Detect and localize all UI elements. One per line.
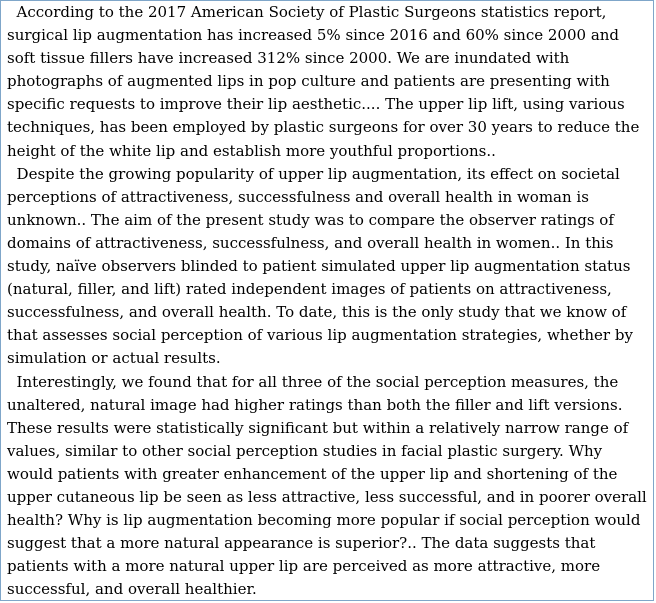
text-line: simulation or actual results. bbox=[7, 349, 221, 368]
text-line: Despite the growing popularity of upper lip augmentation, its effect on societal bbox=[7, 164, 620, 183]
text-line: values, similar to other social perception studies in facial plastic surgery. Why bbox=[7, 441, 603, 460]
text-line: These results were statistically significant but within a relatively narrow range of bbox=[7, 418, 629, 437]
text-line: (natural, filler, and lift) rated independent images of patients on attractiveness, bbox=[7, 280, 612, 299]
text-line: specific requests to improve their lip aesthetic.... The upper lip lift, using various bbox=[7, 95, 625, 114]
text-line: According to the 2017 American Society of Plastic Surgeons statistics report, bbox=[7, 3, 607, 21]
text-line: upper cutaneous lip be seen as less attractive, less successful, and in poorer overall bbox=[7, 487, 647, 506]
text-line: health? Why is lip augmentation becoming more popular if social perception would bbox=[7, 511, 641, 530]
text-line: successful, and overall healthier. bbox=[7, 580, 257, 599]
text-line: Interestingly, we found that for all three of the social perception measures, the bbox=[7, 372, 619, 391]
text-line: unaltered, natural image had higher ratings than both the filler and lift versions. bbox=[7, 395, 623, 414]
text-line: techniques, has been employed by plastic surgeons for over 30 years to reduce the bbox=[7, 118, 640, 137]
text-line: patients with a more natural upper lip are perceived as more attractive, more bbox=[7, 557, 601, 576]
text-line: domains of attractiveness, successfulness, and overall health in women.. In this bbox=[7, 233, 614, 252]
document-text bbox=[1, 1, 653, 601]
text-line: surgical lip augmentation has increased 5% since 2016 and 60% since 2000 and bbox=[7, 26, 620, 45]
text-line: soft tissue fillers have increased 312% since 2000. We are inundated with bbox=[7, 49, 570, 68]
text-line: successfulness, and overall health. To date, this is the only study that we know of bbox=[7, 303, 627, 322]
text-line: perceptions of attractiveness, successfulness and overall health in woman is bbox=[7, 187, 589, 206]
text-line: photographs of augmented lips in pop culture and patients are presenting with bbox=[7, 72, 610, 91]
text-line: study, naïve observers blinded to patient simulated upper lip augmentation status bbox=[7, 257, 631, 276]
text-line: height of the white lip and establish more youthful proportions.. bbox=[7, 141, 496, 160]
text-line: suggest that a more natural appearance is superior?.. The data suggests that bbox=[7, 534, 596, 553]
text-line: that assesses social perception of various lip augmentation strategies, whether by bbox=[7, 326, 633, 345]
text-line: unknown.. The aim of the present study was to compare the observer ratings of bbox=[7, 210, 614, 229]
text-line: would patients with greater enhancement of the upper lip and shortening of the bbox=[7, 464, 618, 483]
